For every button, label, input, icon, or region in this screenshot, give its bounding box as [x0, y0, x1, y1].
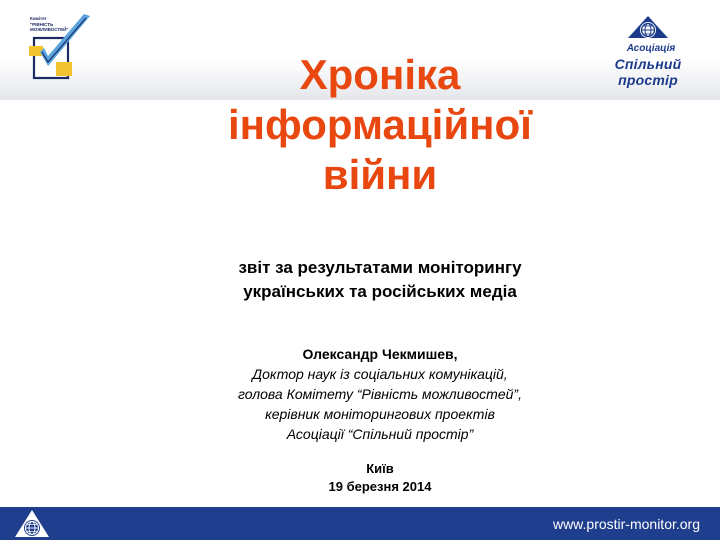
date: 19 березня 2014	[328, 479, 432, 494]
common-space-association-logo	[586, 14, 710, 88]
author-role-2: голова Комітету “Рівність можливостей”,	[238, 386, 522, 402]
logo-left-line-1: Комітет	[30, 16, 47, 21]
slide-subtitle	[150, 256, 610, 304]
author-roles	[150, 364, 610, 444]
slide-title	[160, 50, 600, 200]
title-line-2: інформаційної	[227, 101, 532, 148]
subtitle-line-1: звіт за результатами моніторингу	[238, 258, 522, 277]
equal-opportunities-logo	[26, 12, 98, 84]
logo-left-text	[30, 16, 70, 33]
logo-right-line-1: Асоціація	[626, 43, 676, 54]
logo-left-line-2: "РІВНІСТЬ	[30, 21, 54, 27]
logo-left-line-3: МОЖЛИВОСТЕЙ"	[30, 27, 69, 32]
author-name: Олександр Чекмишев,	[302, 346, 458, 362]
logo-right-line-2: Спільний простір	[614, 56, 682, 88]
footer-globe-icon	[14, 509, 50, 539]
city: Київ	[366, 461, 394, 476]
footer-website-link[interactable]: www.prostir-monitor.org	[552, 516, 700, 532]
author-role-3: керівник моніторингових проектів	[265, 406, 495, 422]
title-line-1: Хроніка	[299, 51, 461, 98]
subtitle-line-2: українських та російських медіа	[243, 282, 517, 301]
author-role-4: Асоціації “Спільний простір”	[286, 426, 474, 442]
author-role-1: Доктор наук із соціальних комунікацій,	[252, 366, 508, 382]
title-line-3: війни	[322, 151, 438, 198]
